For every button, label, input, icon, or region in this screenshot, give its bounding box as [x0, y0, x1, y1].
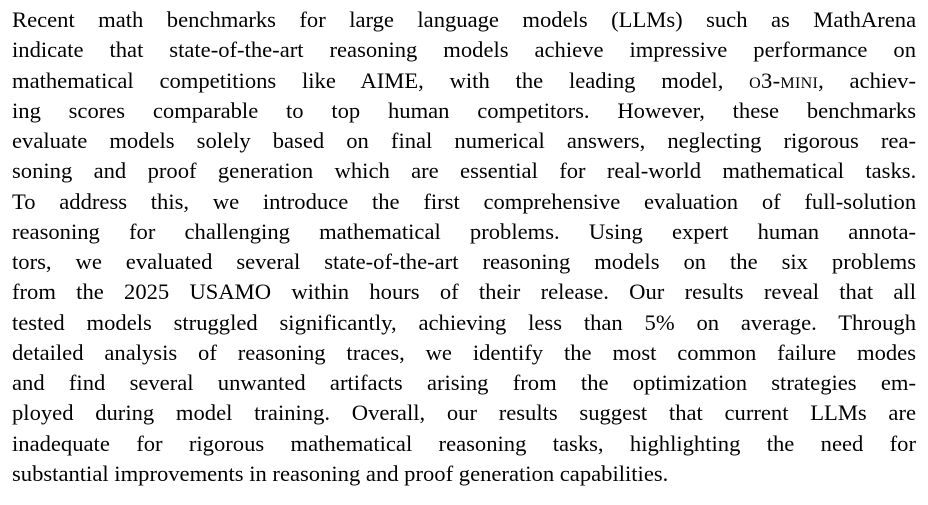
- model-name: o3-mini: [749, 67, 819, 93]
- abstract-line-6: soning and proof generation which are essential for real-world mathematical tasks.: [12, 158, 917, 184]
- abstract-paragraph: [12, 5, 916, 489]
- abstract-line-2: indicate that state-of-the-art reasoning models achieve impressive performance on: [12, 37, 916, 63]
- abstract-line-16: substantial improvements in reasoning and proof generation capabilities.: [12, 460, 669, 486]
- abstract-line-3-text: mathematical competitions like AIME, with the leading model,: [12, 67, 750, 93]
- abstract-line-3: [12, 66, 916, 96]
- abstract-line-9: tors, we evaluated several state-of-the-art reasoning models on the six problems: [12, 249, 916, 274]
- abstract-line-4: ing scores comparable to top human competitors. However, these benchmarks: [12, 97, 916, 123]
- abstract-line-7: To address this, we introduce the first comprehensive evaluation of full-solution: [12, 188, 917, 214]
- abstract-line-1: Recent math benchmarks for large language models (LLMs) such as MathArena: [12, 7, 917, 32]
- abstract-line-12: detailed analysis of reasoning traces, we identify the most common failure modes: [12, 339, 916, 365]
- abstract-line-8: reasoning for challenging mathematical problems. Using expert human annota-: [12, 218, 916, 244]
- abstract-line-14: ployed during model training. Overall, our results suggest that current LLMs are: [12, 400, 916, 426]
- abstract-line-5: evaluate models solely based on final numerical answers, neglecting rigorous rea-: [12, 128, 916, 153]
- abstract-line-3-tail: , achiev-: [818, 67, 916, 93]
- abstract-line-10: from the 2025 USAMO within hours of their release. Our results reveal that all: [12, 279, 916, 305]
- abstract-line-11: tested models struggled significantly, achieving less than 5% on average. Through: [12, 309, 916, 335]
- abstract-line-15: inadequate for rigorous mathematical reasoning tasks, highlighting the need for: [12, 430, 916, 456]
- abstract-line-13: and find several unwanted artifacts arising from the optimization strategies em-: [12, 370, 916, 395]
